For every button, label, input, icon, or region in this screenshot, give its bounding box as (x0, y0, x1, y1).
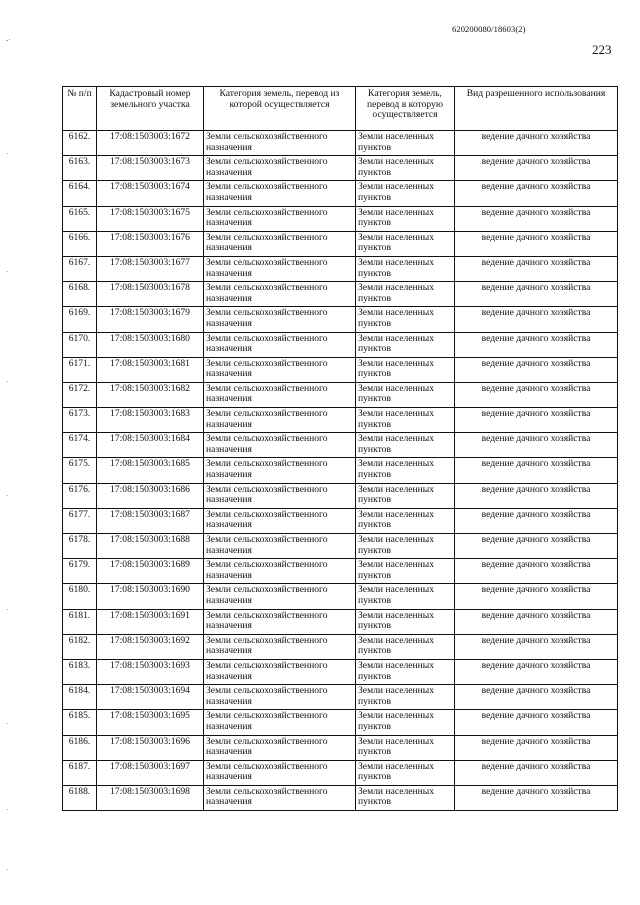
row-number: 6183. (63, 659, 97, 684)
from-category: Земли сельскохозяйственного назначения (204, 559, 356, 584)
row-number: 6175. (63, 458, 97, 483)
cadastral-number: 17:08:1503003:1677 (97, 256, 204, 281)
cadastral-number: 17:08:1503003:1687 (97, 508, 204, 533)
table-row (63, 609, 618, 634)
permitted-use: ведение дачного хозяйства (455, 231, 618, 256)
cadastral-number: 17:08:1503003:1696 (97, 735, 204, 760)
table-row (63, 685, 618, 710)
to-category: Земли населенных пунктов (356, 256, 455, 281)
row-number: 6168. (63, 282, 97, 307)
permitted-use: ведение дачного хозяйства (455, 332, 618, 357)
margin-mark: -· (6, 36, 11, 44)
from-category: Земли сельскохозяйственного назначения (204, 458, 356, 483)
row-number: 6177. (63, 508, 97, 533)
table-row (63, 307, 618, 332)
permitted-use: ведение дачного хозяйства (455, 382, 618, 407)
to-category: Земли населенных пунктов (356, 609, 455, 634)
cadastral-number: 17:08:1503003:1672 (97, 131, 204, 156)
permitted-use: ведение дачного хозяйства (455, 559, 618, 584)
cadastral-number: 17:08:1503003:1690 (97, 584, 204, 609)
margin-mark: · (6, 150, 9, 158)
permitted-use: ведение дачного хозяйства (455, 458, 618, 483)
row-number: 6165. (63, 206, 97, 231)
to-category: Земли населенных пунктов (356, 206, 455, 231)
permitted-use: ведение дачного хозяйства (455, 785, 618, 810)
cadastral-number: 17:08:1503003:1674 (97, 181, 204, 206)
from-category: Земли сельскохозяйственного назначения (204, 433, 356, 458)
table-row (63, 206, 618, 231)
cadastral-number: 17:08:1503003:1692 (97, 634, 204, 659)
permitted-use: ведение дачного хозяйства (455, 408, 618, 433)
table-row (63, 458, 618, 483)
column-header-number: № п/п (63, 87, 97, 131)
row-number: 6176. (63, 483, 97, 508)
cadastral-number: 17:08:1503003:1697 (97, 760, 204, 785)
permitted-use: ведение дачного хозяйства (455, 131, 618, 156)
row-number: 6162. (63, 131, 97, 156)
to-category: Земли населенных пунктов (356, 559, 455, 584)
to-category: Земли населенных пунктов (356, 282, 455, 307)
from-category: Земли сельскохозяйственного назначения (204, 131, 356, 156)
row-number: 6173. (63, 408, 97, 433)
from-category: Земли сельскохозяйственного назначения (204, 609, 356, 634)
row-number: 6188. (63, 785, 97, 810)
to-category: Земли населенных пунктов (356, 760, 455, 785)
permitted-use: ведение дачного хозяйства (455, 609, 618, 634)
to-category: Земли населенных пунктов (356, 634, 455, 659)
to-category: Земли населенных пунктов (356, 685, 455, 710)
row-number: 6178. (63, 534, 97, 559)
permitted-use: ведение дачного хозяйства (455, 735, 618, 760)
table-row (63, 785, 618, 810)
row-number: 6164. (63, 181, 97, 206)
from-category: Земли сельскохозяйственного назначения (204, 685, 356, 710)
table-row (63, 181, 618, 206)
table-row (63, 408, 618, 433)
permitted-use: ведение дачного хозяйства (455, 685, 618, 710)
cadastral-number: 17:08:1503003:1673 (97, 156, 204, 181)
permitted-use: ведение дачного хозяйства (455, 760, 618, 785)
row-number: 6187. (63, 760, 97, 785)
cadastral-number: 17:08:1503003:1689 (97, 559, 204, 584)
permitted-use: ведение дачного хозяйства (455, 282, 618, 307)
from-category: Земли сельскохозяйственного назначения (204, 357, 356, 382)
row-number: 6182. (63, 634, 97, 659)
permitted-use: ведение дачного хозяйства (455, 206, 618, 231)
cadastral-number: 17:08:1503003:1681 (97, 357, 204, 382)
table-row (63, 156, 618, 181)
cadastral-number: 17:08:1503003:1678 (97, 282, 204, 307)
cadastral-number: 17:08:1503003:1695 (97, 710, 204, 735)
to-category: Земли населенных пунктов (356, 181, 455, 206)
table-row (63, 382, 618, 407)
table-row (63, 483, 618, 508)
cadastral-number: 17:08:1503003:1683 (97, 408, 204, 433)
table-row (63, 710, 618, 735)
permitted-use: ведение дачного хозяйства (455, 156, 618, 181)
from-category: Земли сельскохозяйственного назначения (204, 534, 356, 559)
cadastral-number: 17:08:1503003:1675 (97, 206, 204, 231)
column-header-from-category: Категория земель, перевод из которой осуществляется (204, 87, 356, 131)
row-number: 6172. (63, 382, 97, 407)
row-number: 6174. (63, 433, 97, 458)
from-category: Земли сельскохозяйственного назначения (204, 508, 356, 533)
row-number: 6180. (63, 584, 97, 609)
from-category: Земли сельскохозяйственного назначения (204, 231, 356, 256)
from-category: Земли сельскохозяйственного назначения (204, 584, 356, 609)
from-category: Земли сельскохозяйственного назначения (204, 710, 356, 735)
table-row (63, 332, 618, 357)
to-category: Земли населенных пунктов (356, 307, 455, 332)
margin-mark: · (6, 720, 9, 728)
table-row (63, 634, 618, 659)
to-category: Земли населенных пунктов (356, 508, 455, 533)
document-id: 620200080/18603(2) (452, 24, 526, 34)
column-header-permitted-use: Вид разрешенного использования (455, 87, 618, 131)
cadastral-number: 17:08:1503003:1688 (97, 534, 204, 559)
margin-mark: · (6, 492, 9, 500)
table-header-row (63, 87, 618, 131)
row-number: 6167. (63, 256, 97, 281)
to-category: Земли населенных пунктов (356, 231, 455, 256)
from-category: Земли сельскохозяйственного назначения (204, 735, 356, 760)
permitted-use: ведение дачного хозяйства (455, 256, 618, 281)
cadastral-number: 17:08:1503003:1685 (97, 458, 204, 483)
from-category: Земли сельскохозяйственного назначения (204, 760, 356, 785)
from-category: Земли сельскохозяйственного назначения (204, 483, 356, 508)
margin-mark: · (6, 606, 9, 614)
table-row (63, 231, 618, 256)
table-row (63, 659, 618, 684)
permitted-use: ведение дачного хозяйства (455, 433, 618, 458)
table-row (63, 760, 618, 785)
to-category: Земли населенных пунктов (356, 584, 455, 609)
row-number: 6184. (63, 685, 97, 710)
cadastral-number: 17:08:1503003:1686 (97, 483, 204, 508)
permitted-use: ведение дачного хозяйства (455, 357, 618, 382)
column-header-cadastral: Кадастровый номер земельного участка (97, 87, 204, 131)
permitted-use: ведение дачного хозяйства (455, 534, 618, 559)
table-row (63, 584, 618, 609)
to-category: Земли населенных пунктов (356, 382, 455, 407)
margin-mark: · (6, 268, 9, 276)
from-category: Земли сельскохозяйственного назначения (204, 785, 356, 810)
from-category: Земли сельскохозяйственного назначения (204, 659, 356, 684)
to-category: Земли населенных пунктов (356, 332, 455, 357)
page-number: 223 (592, 42, 612, 57)
to-category: Земли населенных пунктов (356, 458, 455, 483)
table-row (63, 282, 618, 307)
row-number: 6171. (63, 357, 97, 382)
table-row (63, 357, 618, 382)
row-number: 6179. (63, 559, 97, 584)
to-category: Земли населенных пунктов (356, 483, 455, 508)
to-category: Земли населенных пунктов (356, 710, 455, 735)
table-row (63, 735, 618, 760)
cadastral-number: 17:08:1503003:1691 (97, 609, 204, 634)
from-category: Земли сельскохозяйственного назначения (204, 282, 356, 307)
from-category: Земли сельскохозяйственного назначения (204, 181, 356, 206)
permitted-use: ведение дачного хозяйства (455, 584, 618, 609)
cadastral-number: 17:08:1503003:1693 (97, 659, 204, 684)
row-number: 6186. (63, 735, 97, 760)
permitted-use: ведение дачного хозяйства (455, 508, 618, 533)
from-category: Земли сельскохозяйственного назначения (204, 206, 356, 231)
cadastral-number: 17:08:1503003:1676 (97, 231, 204, 256)
cadastral-number: 17:08:1503003:1698 (97, 785, 204, 810)
table-body (63, 131, 618, 811)
table-row (63, 534, 618, 559)
table-row (63, 559, 618, 584)
to-category: Земли населенных пунктов (356, 131, 455, 156)
row-number: 6170. (63, 332, 97, 357)
to-category: Земли населенных пунктов (356, 357, 455, 382)
column-header-to-category: Категория земель, перевод в которую осуществляется (356, 87, 455, 131)
from-category: Земли сельскохозяйственного назначения (204, 256, 356, 281)
margin-mark: · (6, 378, 9, 386)
permitted-use: ведение дачного хозяйства (455, 710, 618, 735)
row-number: 6185. (63, 710, 97, 735)
table-row (63, 508, 618, 533)
to-category: Земли населенных пунктов (356, 785, 455, 810)
from-category: Земли сельскохозяйственного назначения (204, 307, 356, 332)
permitted-use: ведение дачного хозяйства (455, 483, 618, 508)
permitted-use: ведение дачного хозяйства (455, 181, 618, 206)
cadastral-number: 17:08:1503003:1694 (97, 685, 204, 710)
from-category: Земли сельскохозяйственного назначения (204, 156, 356, 181)
margin-mark: · (6, 866, 9, 874)
cadastral-number: 17:08:1503003:1682 (97, 382, 204, 407)
from-category: Земли сельскохозяйственного назначения (204, 634, 356, 659)
row-number: 6169. (63, 307, 97, 332)
to-category: Земли населенных пунктов (356, 534, 455, 559)
to-category: Земли населенных пунктов (356, 408, 455, 433)
land-parcels-table (62, 86, 618, 811)
from-category: Земли сельскохозяйственного назначения (204, 408, 356, 433)
permitted-use: ведение дачного хозяйства (455, 307, 618, 332)
permitted-use: ведение дачного хозяйства (455, 659, 618, 684)
from-category: Земли сельскохозяйственного назначения (204, 332, 356, 357)
table-row (63, 433, 618, 458)
row-number: 6163. (63, 156, 97, 181)
cadastral-number: 17:08:1503003:1684 (97, 433, 204, 458)
to-category: Земли населенных пунктов (356, 433, 455, 458)
permitted-use: ведение дачного хозяйства (455, 634, 618, 659)
row-number: 6166. (63, 231, 97, 256)
cadastral-number: 17:08:1503003:1679 (97, 307, 204, 332)
cadastral-number: 17:08:1503003:1680 (97, 332, 204, 357)
to-category: Земли населенных пунктов (356, 735, 455, 760)
to-category: Земли населенных пунктов (356, 156, 455, 181)
table-row (63, 256, 618, 281)
table-row (63, 131, 618, 156)
from-category: Земли сельскохозяйственного назначения (204, 382, 356, 407)
to-category: Земли населенных пунктов (356, 659, 455, 684)
margin-mark: · (6, 806, 9, 814)
row-number: 6181. (63, 609, 97, 634)
